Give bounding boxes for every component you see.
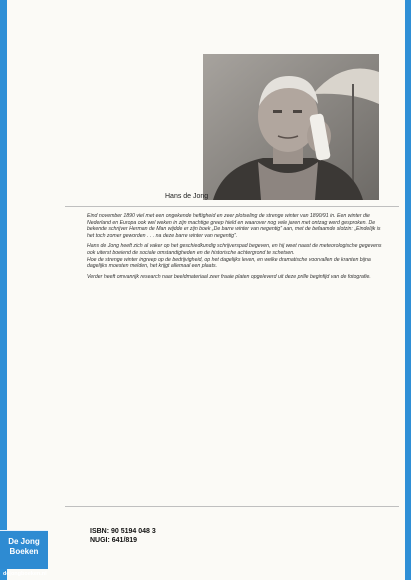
author-caption: Hans de Jong <box>165 193 209 200</box>
blurb-paragraph: Hoe de strenge winter ingreep op de bedrijvigheid, op het dagelijks leven, en welke dramatische voorvallen de kranten bijna dagelijks moesten melden, het krijgt allemaal een plaats. <box>87 256 371 270</box>
blurb-paragraph: Eind november 1890 viel met een ongekende heftigheid en zeer plotseling de strenge winter van 1890/91 in. Een winter die Nederland en Europa ook wel weken in zijn machtige greep hield en waarover nog vele jaren met ontzag werd gesproken. De bekende schrijver Herman de Man wijdde er zijn boek „De barre winter van negentig” aan, met de befaamde slotzin: „Eindelijk is het toch zomer geworden . . . na deze barre winter van negentig”. <box>87 213 381 239</box>
nugi-number: NUGI: 641/819 <box>90 536 138 544</box>
publisher-url: dejongboeken.nl <box>3 571 47 577</box>
publisher-logo <box>0 530 48 569</box>
author-photo <box>203 54 379 200</box>
logo-line-1: De Jong <box>8 537 40 546</box>
blurb-paragraph: Verder heeft omvanrijk research naar beeldmateriaal zeer fraaie platen opgeleverd uit deze prille beginfijd van de fotografie. <box>87 273 371 280</box>
logo-line-2: Boeken <box>9 547 39 556</box>
bottom-divider <box>65 506 399 507</box>
blurb-paragraph: Hans de Jong heeft zich al vaker op het geschiedkundig schrijverspad begeven, en hij weet naast de meteorologische gegevens ook uiterst boeiend de sociale omstandigheden en de historische achtergrond te schetsen. <box>87 243 382 256</box>
back-cover-page <box>7 0 405 580</box>
top-divider <box>65 206 399 207</box>
blurb-text <box>87 213 387 284</box>
isbn-number: ISBN: 90 5194 048 3 <box>90 528 156 535</box>
isbn-block <box>90 528 156 545</box>
author-portrait-image <box>203 54 379 200</box>
